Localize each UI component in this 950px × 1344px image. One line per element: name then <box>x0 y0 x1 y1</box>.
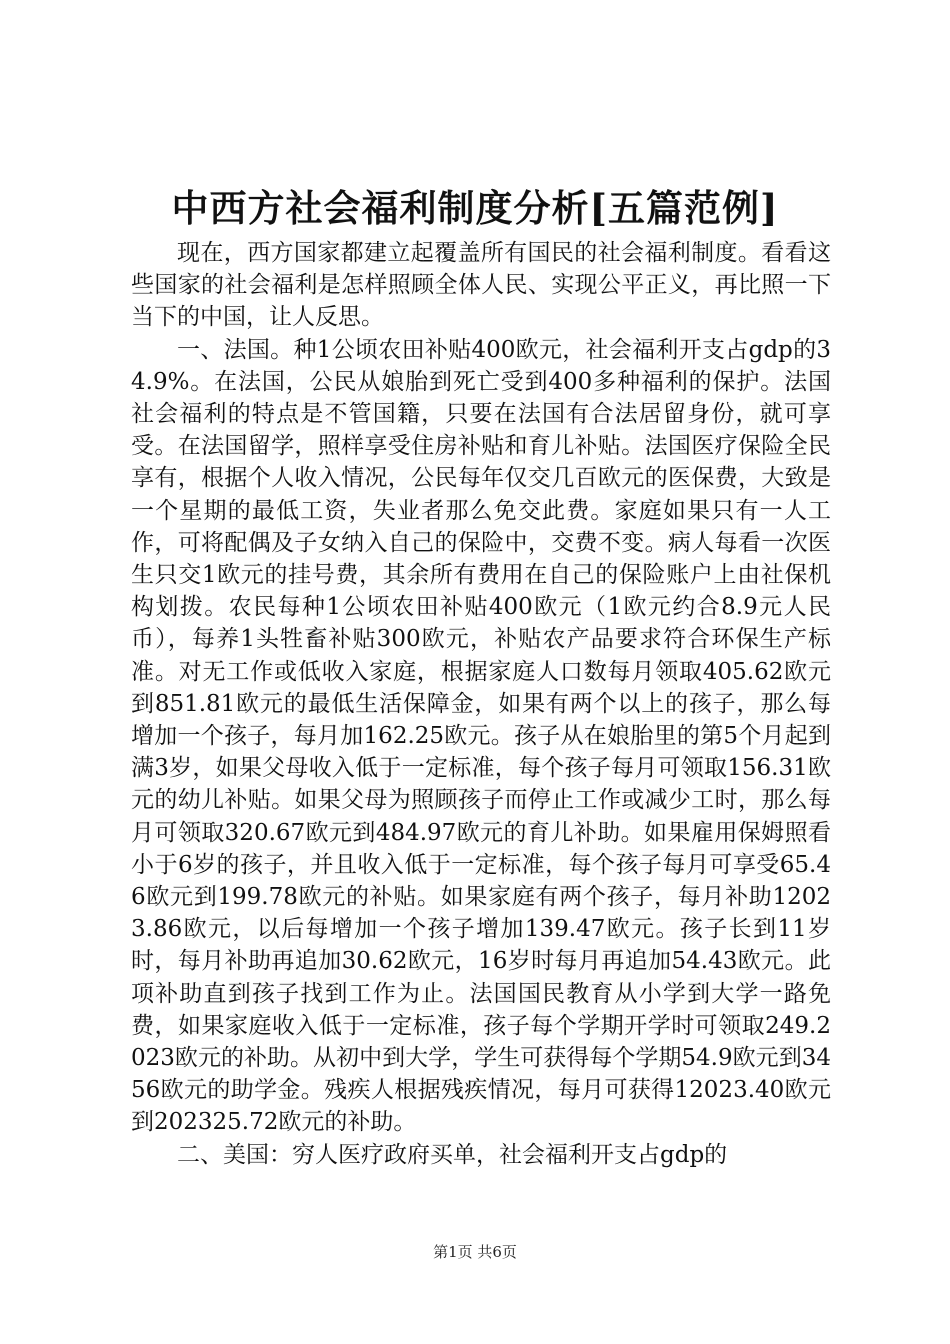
document-body <box>131 237 831 1171</box>
usa-section-paragraph: 二、美国：穷人医疗政府买单，社会福利开支占gdp的 <box>177 1141 728 1168</box>
document-title: 中西方社会福利制度分析[五篇范例] <box>171 186 779 230</box>
page-footer: 第1页 共6页 <box>433 1243 517 1261</box>
france-section-paragraph: 一、法国。种1公顷农田补贴400欧元，社会福利开支占gdp的34.9%。在法国，公民从娘胎到死亡受到400多种福利的保护。法国社会福利的特点是不管国籍，只要在法国有合法居留身份，就可享受。在法国留学，照样享受住房补贴和育儿补贴。法国医疗保险全民享有，根据个人收入情况，公民每年仅交几百欧元的医保费，大致是一个星期的最低工资，失业者那么免交此费。家庭如果只有一人工作，可将配偶及子女纳入自己的保险中，交费不变。病人每看一次医生只交1欧元的挂号费，其余所有费用在自己的保险账户上由社保机构划拨。农民每种1公顷农田补贴400欧元（1欧元约合8.9元人民币），每养1头牲畜补贴300欧元，补贴农产品要求符合环保生产标准。对无工作或低收入家庭，根据家庭人口数每月领取405.62欧元到851.81欧元的最低生活保障金，如果有两个以上的孩子，那么每增加一个孩子，每月加162.25欧元。孩子从在娘胎里的第5个月起到满3岁，如果父母收入低于一定标准，每个孩子每月可领取156.31欧元的幼儿补贴。如果父母为照顾孩子而停止工作或减少工时，那么每月可领取320.67欧元到484.97欧元的育儿补助。如果雇用保姆照看小于6岁的孩子，并且收入低于一定标准，每个孩子每月可享受65.46欧元到199.78欧元的补贴。如果家庭有两个孩子，每月补助12023.86欧元，以后每增加一个孩子增加139.47欧元。孩子长到11岁时，每月补助再追加30.62欧元，16岁时每月再追加54.43欧元。此项补助直到孩子找到工作为止。法国国民教育从小学到大学一路免费，如果家庭收入低于一定标准，孩子每个学期开学时可领取249.2023欧元的补助。从初中到大学，学生可获得每个学期54.9欧元到3456欧元的助学金。残疾人根据残疾情况，每月可获得12023.40欧元到202325.72欧元的补助。 <box>131 336 831 1136</box>
intro-paragraph: 现在，西方国家都建立起覆盖所有国民的社会福利制度。看看这些国家的社会福利是怎样照顾全体人民、实现公平正义，再比照一下当下的中国，让人反思。 <box>131 240 831 331</box>
